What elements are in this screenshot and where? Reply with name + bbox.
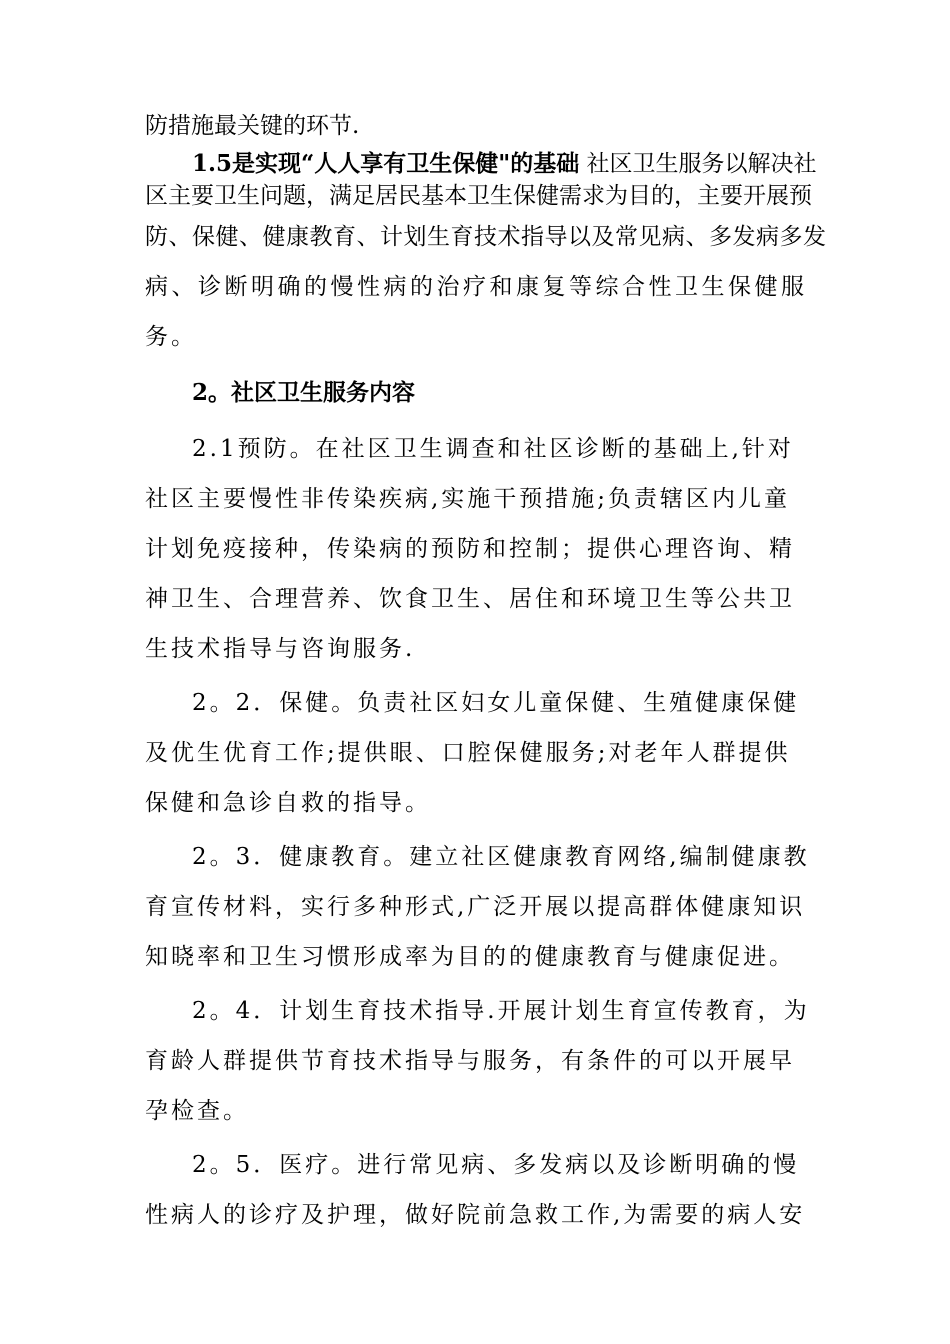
text-line: 2.1预防。在社区卫生调查和社区诊断的基础上,针对 bbox=[192, 436, 794, 462]
text-line: 育宣传材料，实行多种形式,广泛开展以提高群体健康知识 bbox=[145, 894, 806, 920]
text-line: 孕检查。 bbox=[145, 1098, 249, 1124]
paragraph-continuation bbox=[145, 110, 813, 142]
text-line: 性病人的诊疗及护理，做好院前急救工作,为需要的病人安 bbox=[145, 1202, 806, 1228]
paragraph-2-4 bbox=[145, 986, 813, 1136]
text-line: 知晓率和卫生习惯形成率为目的的健康教育与健康促进。 bbox=[145, 944, 795, 970]
paragraph-2-2 bbox=[145, 678, 813, 828]
text-line: 病、诊断明确的慢性病的治疗和康复等综合性卫生保健服 bbox=[145, 274, 808, 300]
text-line: 社区主要慢性非传染疾病,实施干预措施;负责辖区内儿童 bbox=[145, 486, 791, 512]
paragraph-2-3 bbox=[145, 832, 813, 982]
section-heading-2: 2。社区卫生服务内容 bbox=[192, 379, 416, 406]
document-page bbox=[145, 110, 827, 1240]
text-line: 防、保健、健康教育、计划生育技术指导以及常见病、多发病多发 bbox=[145, 224, 827, 250]
text-run: 社区卫生服务以解决社 bbox=[579, 151, 817, 177]
text-line: 生技术指导与咨询服务. bbox=[145, 636, 416, 662]
text-line: 2。4．计划生育技术指导.开展计划生育宣传教育，为 bbox=[192, 998, 810, 1024]
text-line: 2。2．保健。负责社区妇女儿童保健、生殖健康保健 bbox=[192, 690, 800, 716]
paragraph-2-1 bbox=[145, 424, 813, 674]
text-line: 计划免疫接种，传染病的预防和控制；提供心理咨询、精 bbox=[145, 536, 795, 562]
text-line: 神卫生、合理营养、饮食卫生、居住和环境卫生等公共卫 bbox=[145, 586, 795, 612]
text-line: 2。5．医疗。进行常见病、多发病以及诊断明确的慢 bbox=[192, 1152, 800, 1178]
paragraph-1-5 bbox=[145, 148, 827, 362]
text-line: 务。 bbox=[145, 324, 197, 350]
text-line: 2。3．健康教育。建立社区健康教育网络,编制健康教 bbox=[192, 844, 810, 870]
text-line: 保健和急诊自救的指导。 bbox=[145, 790, 431, 816]
text-line: 育龄人群提供节育技术指导与服务，有条件的可以开展早 bbox=[145, 1048, 795, 1074]
text-line: 区主要卫生问题，满足居民基本卫生保健需求为目的，主要开展预 bbox=[145, 183, 812, 209]
section-lead-1-5: 1.5是实现“人人享有卫生保健"的基础 bbox=[192, 150, 580, 177]
text-line: 及优生优育工作;提供眼、口腔保健服务;对老年人群提供 bbox=[145, 740, 791, 766]
paragraph-2-5 bbox=[145, 1140, 813, 1240]
text-line bbox=[145, 148, 817, 180]
text-line: 防措施最关键的环节. bbox=[145, 113, 360, 139]
